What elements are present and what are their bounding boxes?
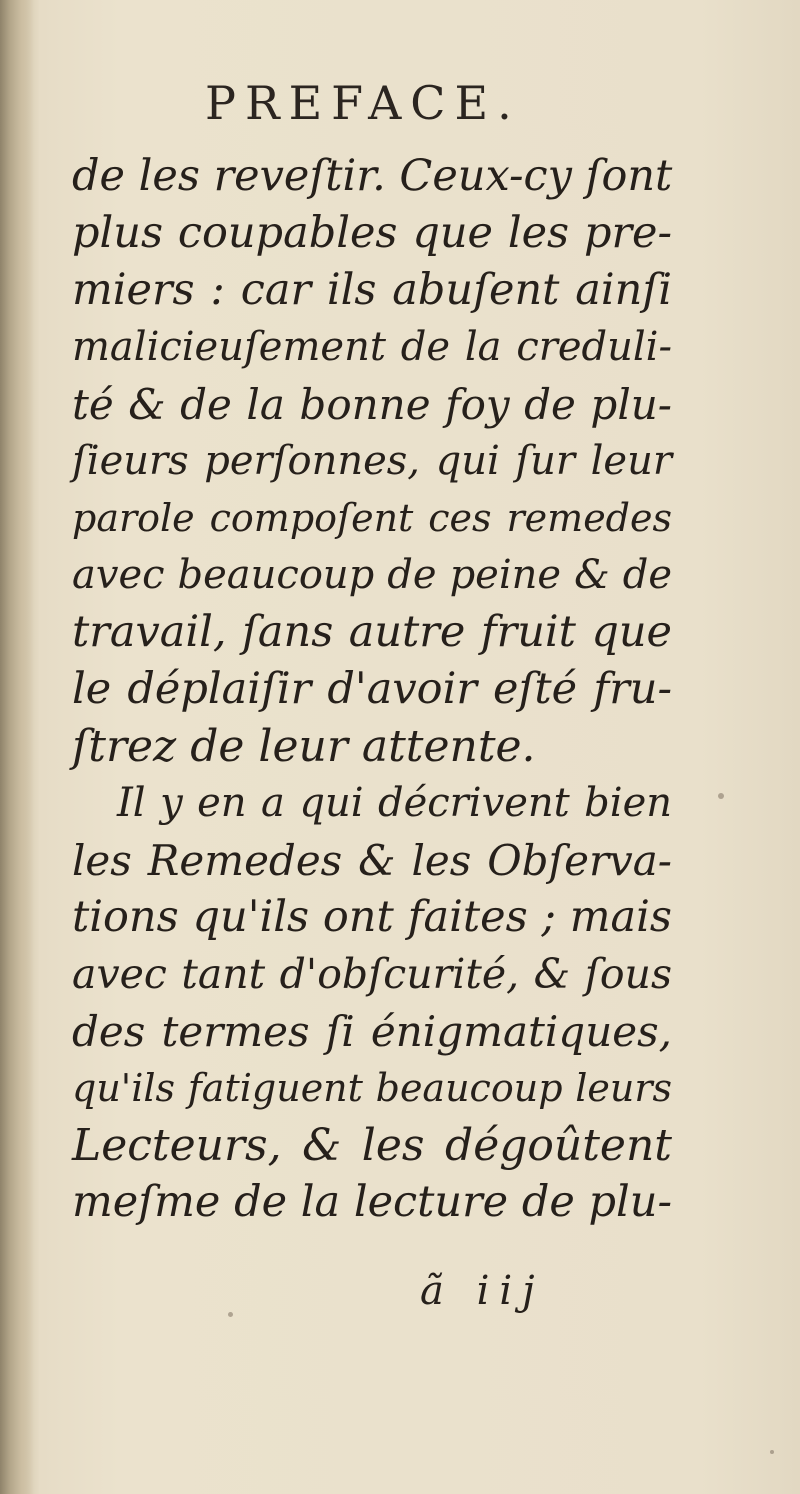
text-line: ſtrez de leur attente. xyxy=(72,721,536,772)
text-line: avec beaucoup de peine & de xyxy=(72,552,672,598)
text-line: té & de la bonne foy de plu- xyxy=(72,380,672,429)
text-line: de les reveſtir. Ceux-cy ſont xyxy=(72,151,673,201)
text-line: tions qu'ils ont faites ; mais xyxy=(72,892,672,942)
text-line: les Remedes & les Obſerva- xyxy=(72,836,672,885)
binding-gutter xyxy=(0,0,34,1494)
text-line: miers : car ils abuſent ainſi xyxy=(72,265,672,315)
text-line: meſme de la lecture de plu- xyxy=(72,1177,672,1227)
text-line: ſieurs perſonnes, qui ſur leur xyxy=(72,438,672,484)
body-text xyxy=(72,148,672,1231)
paper-speck xyxy=(228,1312,233,1317)
text-line: plus coupables que les pre- xyxy=(72,208,672,258)
paper-speck xyxy=(718,793,724,799)
text-line: Il y en a qui décrivent bien xyxy=(117,780,672,826)
text-line: le déplaiſir d'avoir eſté fru- xyxy=(72,664,672,714)
text-line: parole compoſent ces remedes xyxy=(72,496,672,540)
text-line: avec tant d'obſcurité, & ſous xyxy=(72,950,672,998)
text-line: des termes ſi énigmatiques, xyxy=(72,1007,672,1056)
text-line: malicieuſement de la creduli- xyxy=(72,324,672,370)
paper-speck xyxy=(770,1450,774,1454)
text-line: qu'ils fatiguent beaucoup leurs xyxy=(72,1066,672,1110)
signature-mark: ã iij xyxy=(420,1268,545,1314)
running-head: PREFACE. xyxy=(205,76,521,130)
text-line: travail, ſans autre fruit que xyxy=(72,607,672,657)
text-line: Lecteurs, & les dégoûtent xyxy=(72,1120,672,1171)
